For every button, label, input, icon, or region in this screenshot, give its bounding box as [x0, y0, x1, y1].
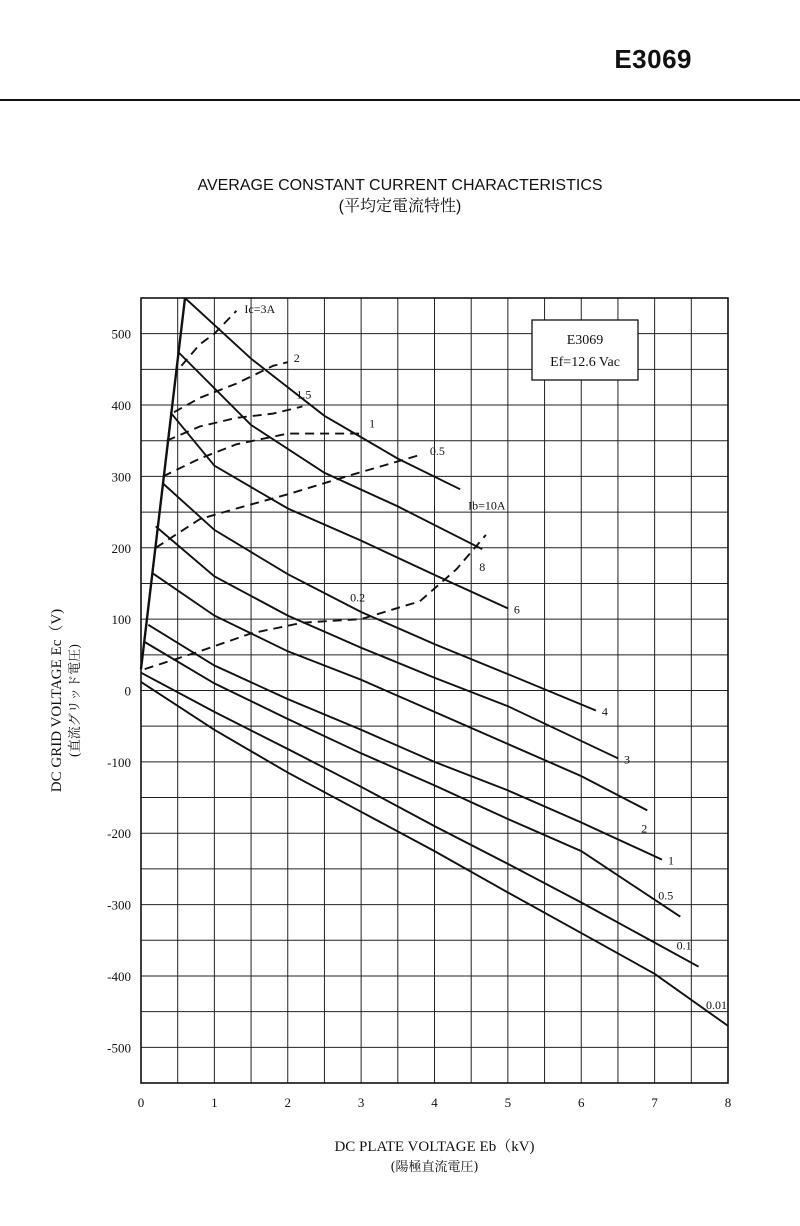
y-tick-label: 0: [124, 683, 131, 699]
x-axis-subtitle: (陽極直流電圧): [390, 1160, 479, 1175]
legend-model: E3069: [566, 333, 604, 348]
plate-current-label-Ib-0.01A: 0.01: [706, 997, 727, 1012]
grid-current-label-Ic-0.2A: 0.2: [350, 590, 366, 605]
plate-current-curve-Ib-0.5A: [145, 642, 681, 917]
plate-current-label-Ib-6A: 6: [513, 602, 520, 617]
y-tick-label: 300: [111, 469, 131, 485]
y-axis-title-group: [48, 609, 83, 792]
grid-current-label-Ic-0.5A: 0.5: [429, 444, 445, 458]
x-axis-title: DC PLATE VOLTAGE Eb（kV): [334, 1139, 535, 1155]
y-tick-label: -200: [107, 826, 131, 842]
plate-current-curve-Ib-3A: [156, 526, 618, 758]
chart-subtitle: (平均定電流特性): [338, 198, 462, 215]
grid-current-label-Ic-2A: 2: [293, 351, 300, 366]
plate-current-curve-Ib-10A: [185, 298, 460, 489]
y-tick-label: -300: [107, 897, 131, 913]
x-tick-label: 2: [284, 1095, 291, 1110]
plate-current-label-Ib-8A: 8: [479, 560, 486, 575]
y-tick-label: -500: [107, 1040, 131, 1056]
grid-current-label-Ic-1A: 1: [369, 416, 376, 431]
plate-current-label-Ib-3A: 3: [623, 752, 630, 767]
x-tick-label: 6: [578, 1095, 585, 1110]
plate-current-label-Ib-4A: 4: [601, 704, 608, 719]
x-tick-label: 8: [724, 1095, 732, 1110]
legend-border: [532, 320, 638, 380]
plate-current-label-Ib-1A: 1: [667, 853, 674, 868]
plate-current-label-Ib-2A: 2: [641, 821, 648, 836]
x-tick-label: 1: [211, 1095, 218, 1110]
x-tick-label: 4: [431, 1095, 438, 1110]
chart-title: AVERAGE CONSTANT CURRENT CHARACTERISTICS: [197, 177, 603, 194]
y-axis-subtitle: (直流グリッド電圧): [68, 643, 83, 758]
y-tick-label: -400: [107, 968, 131, 984]
model-code: E3069: [614, 44, 692, 74]
y-tick-label: 400: [111, 398, 131, 414]
legend-box: [532, 320, 638, 380]
y-tick-label: 100: [111, 612, 131, 628]
x-tick-label: 5: [504, 1095, 512, 1110]
y-tick-label: 500: [111, 326, 131, 342]
y-axis-title: DC GRID VOLTAGE Ec（V): [49, 608, 65, 793]
legend-filament: Ef=12.6 Vac: [550, 355, 620, 370]
x-tick-label: 7: [651, 1095, 658, 1110]
grid-current-label-Ic-1.5A: 1.5: [296, 387, 312, 402]
grid-current-label-Ic-3A: Ic=3A: [244, 301, 276, 316]
x-tick-label: 0: [137, 1095, 145, 1110]
plate-current-label-Ib-0.5A: 0.5: [658, 888, 674, 903]
plate-current-curve-Ib-4A: [163, 484, 596, 711]
x-tick-label: 3: [357, 1095, 365, 1110]
plate-current-curve-Ib-0.1A: [141, 673, 699, 967]
plate-current-curve-Ib-2A: [152, 573, 647, 811]
plate-current-label-Ib-0.1A: 0.1: [676, 938, 692, 953]
tick-labels: [107, 327, 731, 1110]
plate-current-label-Ib-10A: Ib=10A: [468, 498, 506, 513]
y-tick-label: 200: [111, 540, 131, 556]
y-tick-label: -100: [107, 754, 131, 770]
